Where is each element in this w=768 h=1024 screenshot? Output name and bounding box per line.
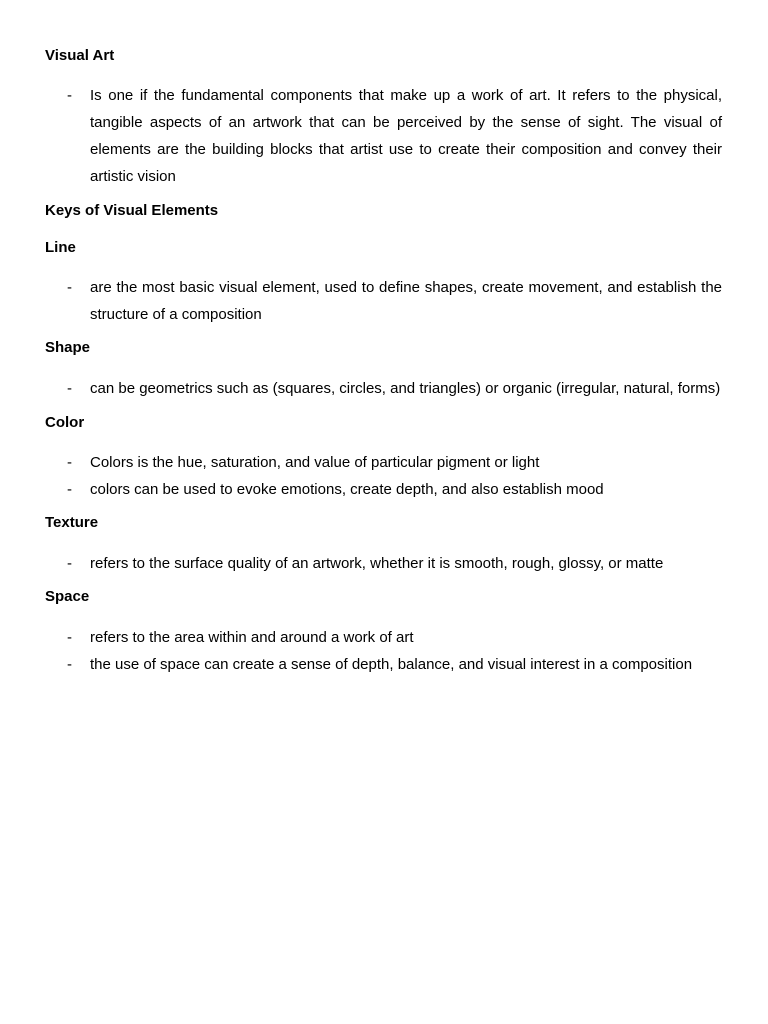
list-item-text: Is one if the fundamental components that make up a work of art. It refers to the physical, tangible aspects of an artwork that can be perceived by the sense of sight. The visual of elements are the building blocks that artist use to create their composition and convey their artistic vision — [90, 87, 722, 185]
list-item-text: refers to the surface quality of an artwork, whether it is smooth, rough, glossy, or matte — [90, 555, 664, 572]
section-heading-color: Color — [45, 414, 85, 431]
bullet-dash: - — [67, 454, 72, 471]
list-item-text: colors can be used to evoke emotions, create depth, and also establish mood — [90, 481, 604, 498]
section-heading-keys-of-visual-elements: Keys of Visual Elements — [45, 202, 219, 219]
list-item-text: refers to the area within and around a work of art — [90, 629, 414, 646]
bullet-list-texture — [45, 550, 722, 577]
list-item — [45, 449, 722, 476]
bullet-dash: - — [67, 656, 72, 673]
bullet-dash: - — [67, 629, 72, 646]
bullet-dash: - — [67, 555, 72, 572]
list-item — [45, 375, 722, 402]
bullet-dash: - — [67, 87, 72, 104]
document-page — [45, 46, 722, 678]
section-heading-shape: Shape — [45, 339, 91, 356]
bullet-dash: - — [67, 481, 72, 498]
list-item — [45, 624, 722, 651]
section-heading-texture: Texture — [45, 514, 99, 531]
list-item — [45, 274, 722, 328]
section-heading-space: Space — [45, 588, 90, 605]
list-item — [45, 651, 722, 678]
list-item — [45, 82, 722, 190]
bullet-list-visual-art — [45, 82, 722, 190]
bullet-dash: - — [67, 279, 72, 296]
list-item — [45, 476, 722, 503]
list-item-text: can be geometrics such as (squares, circles, and triangles) or organic (irregular, natural, forms) — [90, 380, 721, 397]
bullet-dash: - — [67, 380, 72, 397]
bullet-list-space — [45, 624, 722, 678]
section-heading-visual-art: Visual Art — [45, 47, 115, 64]
list-item-text: Colors is the hue, saturation, and value of particular pigment or light — [90, 454, 540, 471]
section-heading-line: Line — [45, 239, 76, 256]
list-item-text: are the most basic visual element, used to define shapes, create movement, and establish the structure of a composition — [90, 279, 722, 323]
list-item — [45, 550, 722, 577]
bullet-list-shape — [45, 375, 722, 402]
bullet-list-color — [45, 449, 722, 503]
bullet-list-line — [45, 274, 722, 328]
list-item-text: the use of space can create a sense of depth, balance, and visual interest in a composition — [90, 656, 693, 673]
